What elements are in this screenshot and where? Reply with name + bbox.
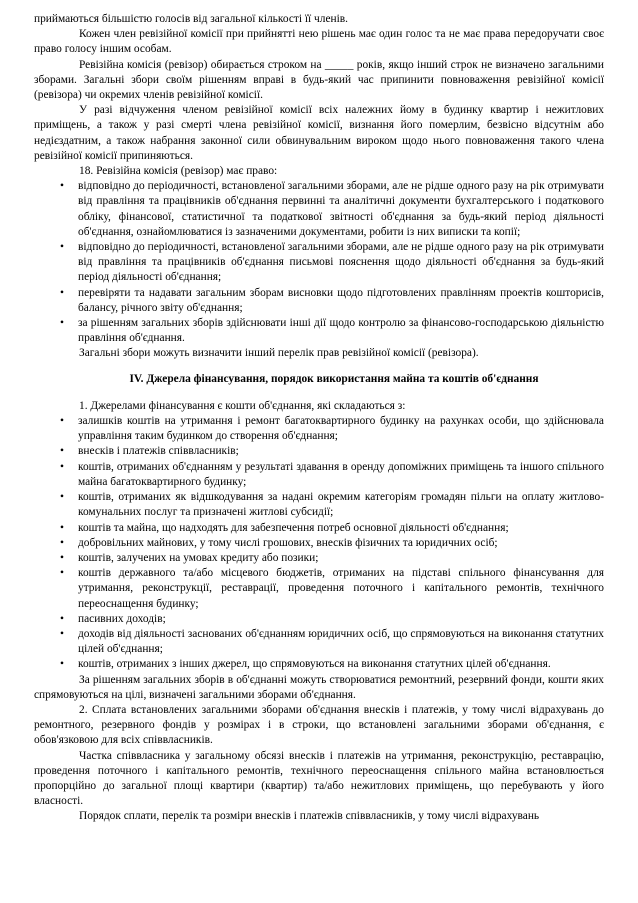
list-item: • за рішенням загальних зборів здійснювати інші дії щодо контролю за фінансово-господарською діяльністю правління об'єднання. — [78, 316, 604, 346]
paragraph-termination: У разі відчуження членом ревізійної комісії всіх належних йому в будинку квартир і нежитлових приміщень, а також у разі смерті члена ревізійної комісії, визнання його померлим, безвісно відсутнім або недієздатним, а також набрання законної сили обвинувальним вироком щодо нього повноваження такого члена ревізійної комісії припиняються. — [34, 104, 604, 162]
list-item: • коштів, залучених на умовах кредиту або позики; — [78, 551, 604, 566]
section-heading: IV. Джерела фінансування, порядок використання майна та коштів об'єднання — [129, 372, 539, 385]
paragraph-funds: За рішенням загальних зборів в об'єднанні можуть створюватися ремонтний, резервний фонди, кошти яких спрямовуються на цілі, визначені загальними зборами об'єднання. — [34, 673, 604, 701]
paragraph-sources-intro: 1. Джерелами фінансування є кошти об'єднання, які складаються з: — [79, 399, 406, 412]
paragraph-item-18: 18. Ревізійна комісія (ревізор) має право: — [79, 165, 278, 178]
list-item: • коштів та майна, що надходять для забезпечення потреб основної діяльності об'єднання; — [78, 521, 604, 536]
list-item: • відповідно до періодичності, встановленої загальними зборами, але не рідше одного разу на рік отримувати від правління та працівників об'єднання письмові пояснення щодо діяльності об'єднання за будь-який період діяльності об'єднання; — [78, 240, 604, 286]
list-item: • внесків і платежів співвласників; — [78, 444, 604, 459]
paragraph-one-vote: Кожен член ревізійної комісії при прийнятті нею рішень має один голос та не має права передоручати своє право голосу іншим особам. — [34, 28, 604, 56]
paragraph-payment-order: Порядок сплати, перелік та розміри внесків і платежів співвласників, у тому числі відрахувань — [79, 810, 540, 823]
paragraph-term: Ревізійна комісія (ревізор) обирається строком на _____ років, якщо інший строк не визначено загальними зборами. Загальні збори своїм рішенням вправі в будь-який час припинити повноваження ревізійної комісії (ревізора) чи окремих членів ревізійної комісії. — [34, 58, 604, 102]
rights-list — [34, 179, 604, 346]
list-item: • коштів, отриманих з інших джерел, що спрямовуються на виконання статутних цілей об'єднання. — [78, 657, 604, 672]
list-item: • пасивних доходів; — [78, 612, 604, 627]
list-item: • коштів державного та/або місцевого бюджетів, отриманих на підставі спільного фінансування для утримання, реконструкції, реставрації, проведення поточного і капітального ремонтів, технічного переоснащення будинку; — [78, 566, 604, 612]
list-item: • коштів, отриманих об'єднанням у результаті здавання в оренду допоміжних приміщень та іншого спільного майна багатоквартирного будинку; — [78, 460, 604, 490]
list-item: • доходів від діяльності заснованих об'єднанням юридичних осіб, що спрямовуються на виконання статутних цілей об'єднання; — [78, 627, 604, 657]
list-item: • коштів, отриманих як відшкодування за надані окремим категоріям громадян пільги на оплату житлово-комунальних послуг та призначені житлові субсидії; — [78, 490, 604, 520]
list-item: • відповідно до періодичності, встановленої загальними зборами, але не рідше одного разу на рік отримувати від правління та працівників об'єднання первинні та аналітичні документи бухгалтерського і податкового обліку, фінансової, статистичної та податкової звітності об'єднання за будь-який період діяльності об'єднання, ознайомлюватися із зазначеними документами, робити із них виписки та копії; — [78, 179, 604, 240]
list-item: • перевіряти та надавати загальним зборам висновки щодо підготовлених правлінням проектів кошторисів, балансу, річного звіту об'єднання; — [78, 286, 604, 316]
paragraph-payment-obligation: 2. Сплата встановлених загальними зборами об'єднання внесків і платежів, у тому числі відрахувань до ремонтного, резервного фондів у розмірах і в строки, що встановлені загальними зборами об'єднання, є обов'язковою для всіх співвласників. — [34, 703, 604, 747]
list-item: • залишків коштів на утримання і ремонт багатоквартирного будинку на рахунках особи, що здійснювала управління таким будинком до створення об'єднання; — [78, 414, 604, 444]
paragraph-intro-end: приймаються більшістю голосів від загальної кількості її членів. — [34, 13, 348, 25]
paragraph-rights-after: Загальні збори можуть визначити інший перелік прав ревізійної комісії (ревізора). — [79, 347, 479, 360]
paragraph-share: Частка співвласника у загальному обсязі внесків і платежів на утримання, реконструкцію, реставрацію, проведення поточного і капітального ремонтів, технічного переоснащення спільного майна встановлюється пропорційно до загальної площі квартири (квартир) та/або нежитлових приміщень, що перебувають у його власності. — [34, 749, 604, 808]
list-item: • добровільних майнових, у тому числі грошових, внесків фізичних та юридичних осіб; — [78, 536, 604, 551]
sources-list — [34, 414, 604, 672]
